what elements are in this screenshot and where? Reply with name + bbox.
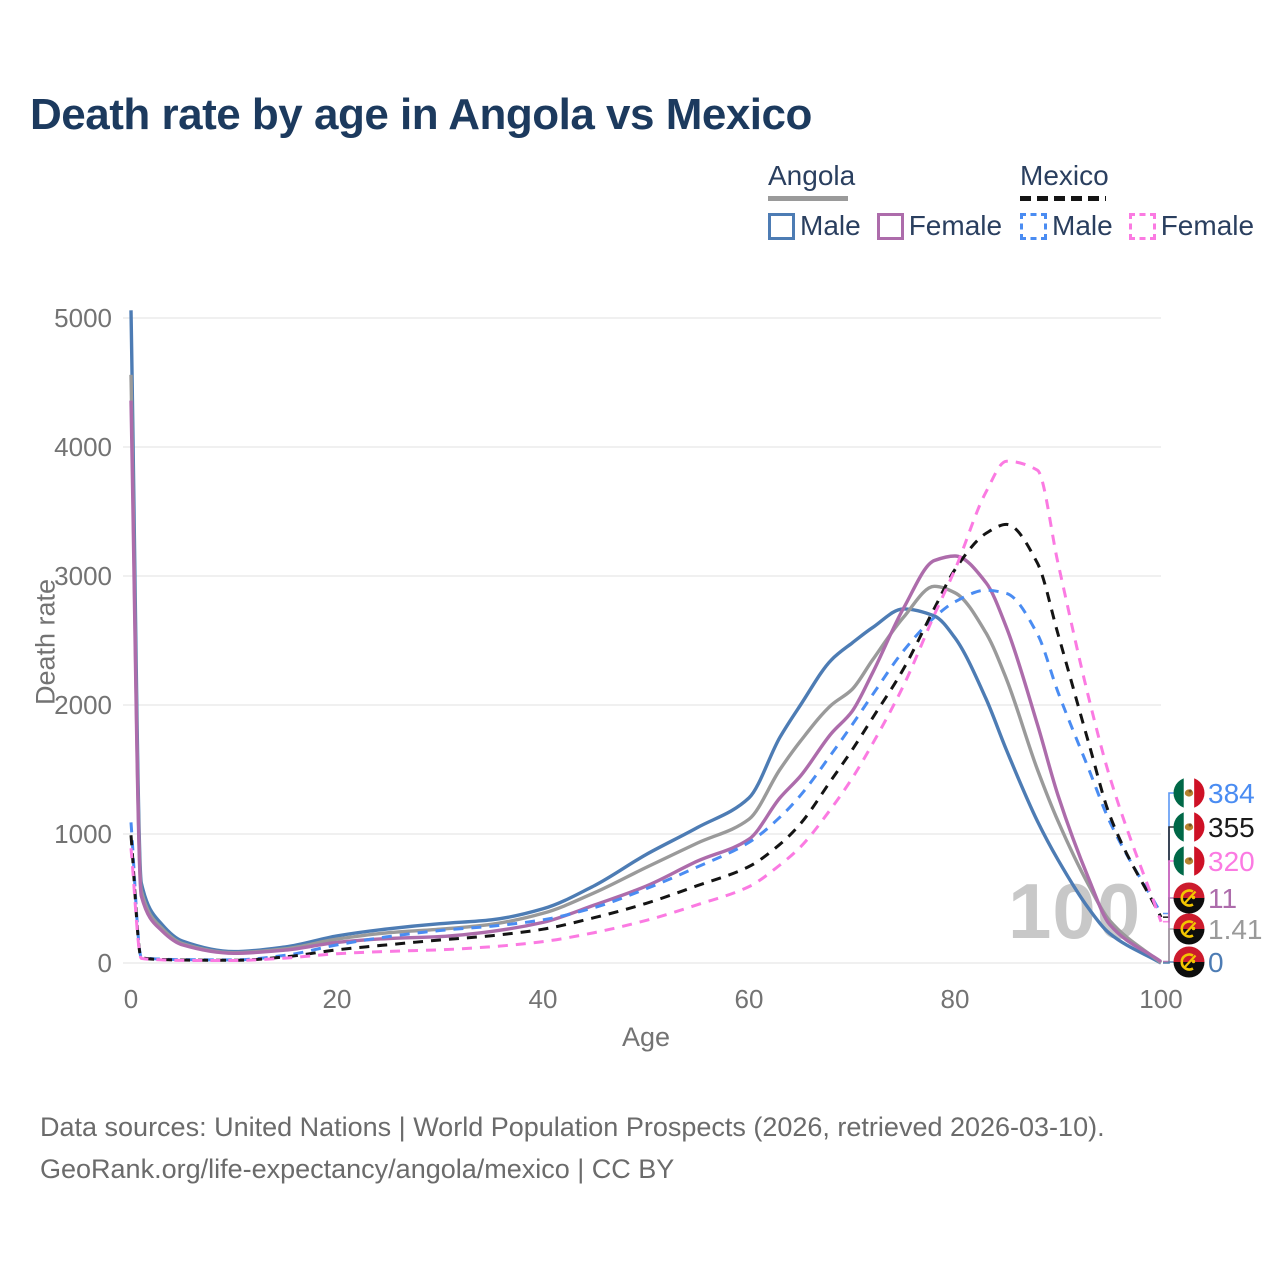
series-line-angola-total[interactable]: [131, 375, 1161, 963]
legend-angola-title[interactable]: Angola: [768, 160, 856, 191]
angola-flag-icon: [1174, 947, 1205, 978]
y-tick-label-0: 0: [97, 948, 112, 978]
mexico-flag-icon: [1174, 846, 1205, 877]
x-tick-label-60: 60: [734, 984, 764, 1014]
x-axis-title: Age: [621, 1022, 671, 1052]
footer-sources-line: Data sources: United Nations | World Population Prospects (2026, retrieved 2026-03-10).: [40, 1112, 1105, 1142]
leader-line-angola-total: [1163, 929, 1174, 963]
legend-item-angola-female-label: Female: [908, 210, 1003, 241]
x-tick-label-0: 0: [123, 984, 139, 1014]
y-tick-label-1000: 1000: [54, 819, 112, 849]
x-tick-label-100: 100: [1139, 984, 1183, 1014]
end-value-label-angola-male: 0: [1208, 947, 1224, 978]
end-value-label-angola-total: 1.41: [1208, 914, 1263, 945]
x-tick-label-80: 80: [940, 984, 970, 1014]
mexico-flag-icon: [1174, 778, 1205, 809]
y-tick-label-3000: 3000: [54, 561, 112, 591]
chart-title: Death rate by age in Angola vs Mexico: [30, 90, 812, 139]
legend-item-mexico-male-label: Male: [1052, 210, 1113, 241]
end-value-label-angola-female: 11: [1208, 883, 1238, 914]
legend-mexico-title[interactable]: Mexico: [1020, 160, 1109, 191]
footer-license-line: GeoRank.org/life-expectancy/angola/mexico | CC BY: [40, 1154, 675, 1184]
age-watermark: 100: [1008, 867, 1142, 955]
x-tick-label-40: 40: [528, 984, 558, 1014]
y-tick-label-5000: 5000: [54, 303, 112, 333]
legend-item-angola-male-label: Male: [800, 210, 861, 241]
series-line-mexico-total[interactable]: [131, 524, 1161, 960]
series-line-angola-male[interactable]: [131, 310, 1161, 963]
end-value-label-mexico-male: 384: [1208, 778, 1255, 809]
end-value-label-mexico-female: 320: [1208, 846, 1255, 877]
y-axis-title: Death rate: [30, 578, 61, 706]
legend-item-mexico-female-label: Female: [1160, 210, 1255, 241]
x-tick-label-20: 20: [322, 984, 352, 1014]
angola-flag-icon: [1174, 883, 1205, 914]
angola-flag-icon: [1174, 914, 1205, 945]
y-tick-label-4000: 4000: [54, 432, 112, 462]
mexico-flag-icon: [1174, 812, 1205, 843]
y-tick-label-2000: 2000: [54, 690, 112, 720]
end-value-label-mexico-total: 355: [1208, 812, 1255, 843]
